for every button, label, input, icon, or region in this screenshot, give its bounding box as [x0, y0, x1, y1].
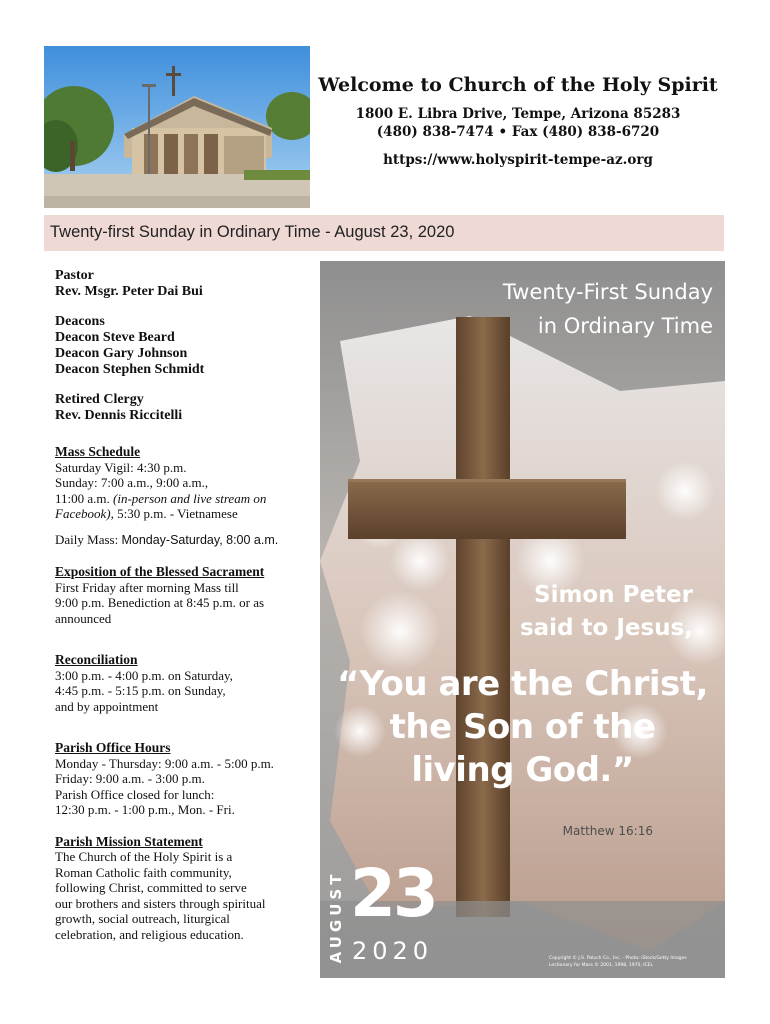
church-phone: (480) 838-7474 • Fax (480) 838-6720	[376, 124, 660, 140]
poster-title-line: in Ordinary Time	[537, 314, 713, 338]
deacons-label: Deacons	[55, 314, 105, 329]
deacon-name: Deacon Steve Beard	[55, 330, 175, 345]
poster-copyright-line: Lectionary for Mass © 2001, 1998, 1970, ICEL	[549, 963, 654, 968]
retired-clergy-label: Retired Clergy	[55, 392, 144, 407]
deacons-block	[55, 314, 315, 378]
reconciliation-section	[55, 652, 315, 714]
daily-mass-label: Daily Mass:	[55, 531, 122, 547]
church-title: Welcome to Church of the Holy Spirit	[318, 74, 718, 96]
office-hours-line: 12:30 p.m. - 1:00 p.m., Mon. - Fri.	[55, 802, 235, 817]
daily-mass-value: Monday-Saturday, 8:00 a.m.	[121, 532, 279, 547]
mission-line: growth, social outreach, liturgical	[55, 911, 230, 926]
mission-line: celebration, and religious education.	[55, 926, 244, 942]
poster-copyright	[549, 955, 719, 969]
poster-title	[503, 275, 713, 343]
parish-info-column	[55, 268, 315, 952]
exposition-line: First Friday after morning Mass till	[55, 579, 239, 595]
poster-lead-line: said to Jesus,	[519, 615, 693, 641]
exposition-line: 9:00 p.m. Benediction at 8:45 p.m. or as	[55, 595, 265, 610]
reconciliation-line: 3:00 p.m. - 4:00 p.m. on Saturday,	[55, 667, 233, 683]
reconciliation-line: and by appointment	[55, 698, 159, 714]
mass-sunday-rest: , 5:30 p.m. - Vietnamese	[110, 506, 238, 521]
poster-copyright-line: Copyright © J.S. Paluch Co., Inc. · Photo: iStock/Getty Images	[549, 956, 687, 961]
office-hours-line: Monday - Thursday: 9:00 a.m. - 5:00 p.m.	[55, 755, 274, 771]
exposition-heading: Exposition of the Blessed Sacrament	[55, 564, 265, 579]
poster-lead	[520, 579, 693, 645]
mission-line: our brothers and sisters through spiritual	[55, 895, 266, 911]
church-website-link[interactable]: https://www.holyspirit-tempe-az.org	[383, 152, 653, 168]
poster-quote-line: “You are the Christ,	[337, 664, 708, 704]
mass-sunday-more	[55, 491, 315, 522]
daily-mass	[55, 532, 315, 549]
mission-section	[55, 834, 315, 943]
office-hours-heading: Parish Office Hours	[55, 740, 171, 755]
retired-clergy-name: Rev. Dennis Riccitelli	[55, 408, 183, 423]
mass-sunday-note: (in-person and live stream on Facebook)	[55, 490, 267, 521]
poster-month-text: AUGUST	[327, 870, 345, 964]
church-photo	[44, 46, 310, 208]
mass-schedule-section	[55, 444, 315, 548]
poster-quote	[320, 663, 725, 792]
poster-lead-line: Simon Peter	[534, 582, 693, 608]
deacon-name: Deacon Gary Johnson	[55, 346, 188, 361]
exposition-line: announced	[55, 610, 112, 626]
reconciliation-heading: Reconciliation	[55, 652, 138, 667]
date-banner-text: Twenty-first Sunday in Ordinary Time - August 23, 2020	[50, 223, 455, 241]
poster-quote-line: living God.”	[411, 750, 634, 790]
pastor-label: Pastor	[55, 268, 94, 283]
church-address: 1800 E. Libra Drive, Tempe, Arizona 85283	[355, 106, 681, 122]
mission-line: The Church of the Holy Spirit is a	[55, 849, 233, 864]
poster-scripture-reference: Matthew 16:16	[562, 824, 653, 838]
mass-sunday: Sunday: 7:00 a.m., 9:00 a.m.,	[55, 475, 209, 490]
date-banner	[44, 215, 724, 251]
church-header	[318, 74, 718, 170]
office-hours-line: Parish Office closed for lunch:	[55, 786, 215, 802]
mass-sunday-time: 11:00 a.m.	[55, 490, 110, 506]
deacon-name: Deacon Stephen Schmidt	[55, 362, 205, 377]
mission-heading: Parish Mission Statement	[55, 833, 203, 849]
poster-year: 2020	[352, 937, 434, 965]
mass-saturday: Saturday Vigil: 4:30 p.m.	[55, 459, 187, 475]
poster-month	[324, 861, 348, 973]
office-hours-line: Friday: 9:00 a.m. - 3:00 p.m.	[55, 771, 205, 786]
mass-schedule-heading: Mass Schedule	[55, 444, 141, 459]
mission-line: Roman Catholic faith community,	[55, 864, 232, 880]
sunday-poster	[320, 261, 725, 978]
poster-day: 23	[350, 855, 436, 932]
poster-quote-line: the Son of the	[389, 707, 656, 747]
mission-line: following Christ, committed to serve	[55, 880, 247, 895]
reconciliation-line: 4:45 p.m. - 5:15 p.m. on Sunday,	[55, 683, 226, 698]
poster-title-line: Twenty-First Sunday	[502, 280, 713, 304]
office-hours-section	[55, 740, 315, 818]
exposition-section	[55, 564, 315, 626]
pastor-name: Rev. Msgr. Peter Dai Bui	[55, 284, 203, 299]
retired-clergy-block	[55, 392, 315, 424]
pastor-block	[55, 268, 315, 300]
